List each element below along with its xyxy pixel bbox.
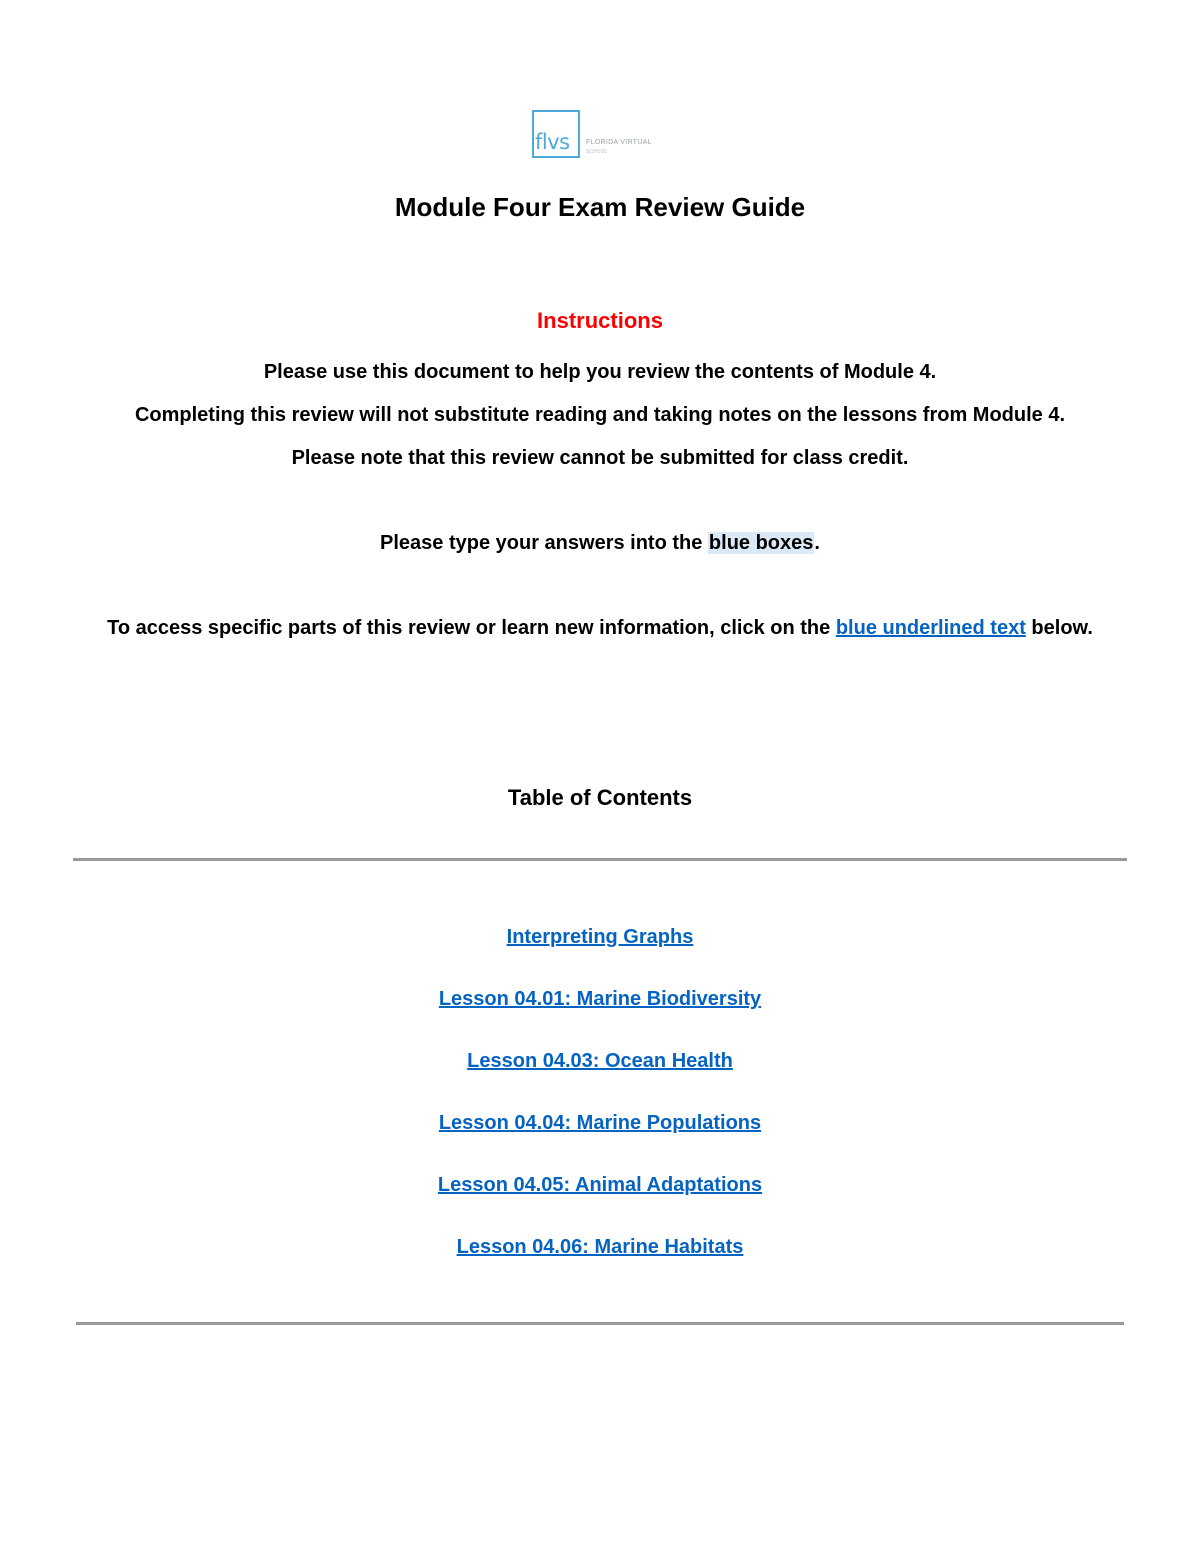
toc-link-marine-habitats[interactable]: Lesson 04.06: Marine Habitats	[456, 1236, 744, 1258]
toc-item-marine-biodiversity	[0, 982, 1200, 1044]
logo-name-text: FLORIDA VIRTUAL	[586, 139, 652, 146]
instruction-line-3: Please note that this review cannot be submitted for class credit.	[291, 447, 909, 469]
instruction-line-4-start: Please type your answers into the	[380, 532, 708, 554]
toc-link-marine-populations[interactable]: Lesson 04.04: Marine Populations	[438, 1112, 762, 1134]
logo-mark-text: flvs	[535, 130, 570, 154]
toc-item-ocean-health	[0, 1044, 1200, 1106]
instruction-line-4-end: .	[814, 532, 820, 554]
toc-top-divider	[73, 858, 1127, 861]
instruction-line-5-end: below.	[1025, 617, 1093, 639]
toc-item-animal-adaptations	[0, 1168, 1200, 1230]
instruction-line-5	[0, 615, 1200, 641]
instruction-line-4	[0, 530, 1200, 556]
flvs-logo-mark	[532, 110, 580, 158]
instruction-line-2: Completing this review will not substitute reading and taking notes on the lessons from Module 4.	[134, 404, 1066, 426]
table-of-contents-title: Table of Contents	[507, 785, 693, 810]
instructions-heading: Instructions	[537, 308, 663, 333]
toc-item-interpreting-graphs	[0, 920, 1200, 982]
toc-item-marine-populations	[0, 1106, 1200, 1168]
instruction-line-1: Please use this document to help you review the contents of Module 4.	[263, 361, 937, 383]
toc-bottom-divider	[76, 1322, 1124, 1325]
blue-boxes-highlight: blue boxes	[708, 532, 814, 554]
page-title: Module Four Exam Review Guide	[394, 192, 806, 222]
toc-link-ocean-health[interactable]: Lesson 04.03: Ocean Health	[467, 1050, 733, 1072]
logo-tagline-text: SCHOOL	[586, 149, 608, 155]
instruction-line-5-start: To access specific parts of this review or learn new information, click on the	[107, 617, 836, 639]
toc-link-marine-biodiversity[interactable]: Lesson 04.01: Marine Biodiversity	[438, 988, 762, 1010]
toc-link-interpreting-graphs[interactable]: Interpreting Graphs	[506, 926, 694, 948]
table-of-contents-list	[0, 920, 1200, 1292]
blue-underlined-text-link[interactable]: blue underlined text	[835, 617, 1026, 639]
toc-item-marine-habitats	[0, 1230, 1200, 1292]
toc-link-animal-adaptations[interactable]: Lesson 04.05: Animal Adaptations	[437, 1174, 763, 1196]
flvs-logo	[532, 110, 672, 162]
